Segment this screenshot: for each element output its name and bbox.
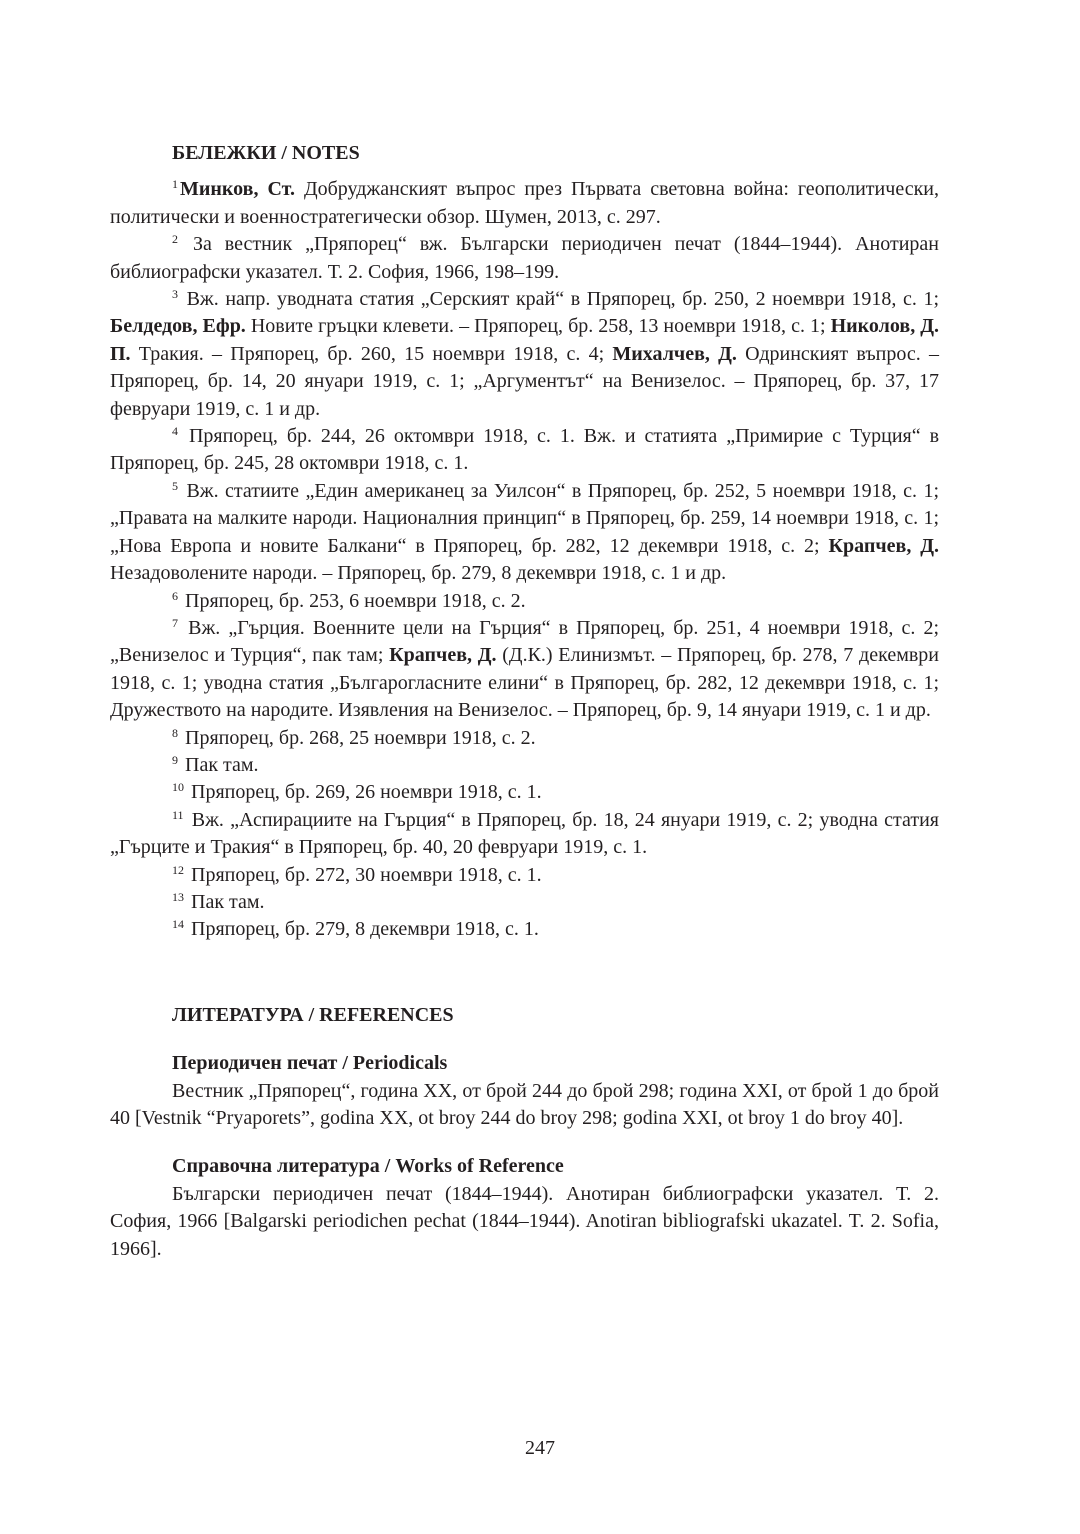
note-number: 8 <box>172 725 178 740</box>
note-number: 11 <box>172 807 184 822</box>
note-number: 4 <box>172 424 178 439</box>
page-number: 247 <box>525 1437 555 1459</box>
note-8: $^8$ Пряпорец, бр. 268, 25 ноември 1918, с. 2. <box>172 725 536 749</box>
note-4: $^4$ Пряпорец, бр. 244, 26 октомври 1918, с. 1. Вж. и статията „Примирие с Турция“ в Пряпорец, бр. 245, 28 октомври 1918, с. 1. <box>110 424 940 475</box>
notes-list <box>110 176 939 943</box>
note-number: 12 <box>172 862 184 877</box>
note-9: $^9$ Пак там. <box>172 752 259 776</box>
page-body <box>110 140 939 1263</box>
note-number: 13 <box>172 889 184 904</box>
note-7: $^7$ Вж. „Гърция. Военните цели на Гърция“ в Пряпорец, бр. 251, 4 ноември 1918, с. 2; „Венизелос и Турция“, пак там; Крапчев, Д. (Д.К.) Елинизмът. – Пряпорец, бр. 278, 7 декември 1918, с. 1; уводна статия „Българогласните елини“ в Пряпорец, бр. 282, 12 декември 1918, с. 1; Дружеството на народите. Изявления на Венизелос. – Пряпорец, бр. 9, 14 януари 1919, с. 1 и др. <box>110 615 940 722</box>
note-number: 3 <box>172 287 178 302</box>
periodicals-entry: Вестник „Пряпорец“, година ХХ, от брой 244 до брой 298; година ХХІ, от брой 1 до брой 40 [Vestnik “Pryaporets”, godina ХХ, ot broy 244 do broy 298; godina ХХІ, ot broy 1 do broy 40]. <box>110 1079 939 1129</box>
note-14: $^{14}$ Пряпорец, бр. 279, 8 декември 1918, с. 1. <box>172 917 539 941</box>
note-6: $^6$ Пряпорец, бр. 253, 6 ноември 1918, с. 2. <box>172 588 526 612</box>
note-3: $^3$ Вж. напр. уводната статия „Серският край“ в Пряпорец, бр. 250, 2 ноември 1918, с. 1; Белдедов, Ефр. Новите гръцки клевети. – Пряпорец, бр. 258, 13 ноември 1918, с. 1; Николов, Д. П. Тракия. – Пряпорец, бр. 260, 15 ноември 1918, с. 4; Михалчев, Д. Одринският въпрос. – Пряпорец, бр. 14, 20 януари 1919, с. 1; „Аргументът“ на Венизелос. – Пряпорец, бр. 37, 17 февруари 1919, с. 1 и др. <box>110 287 939 420</box>
note-number: 7 <box>172 615 178 630</box>
note-number: 5 <box>172 478 178 493</box>
note-number: 2 <box>172 232 178 247</box>
periodicals-heading: Периодичен печат / Periodicals <box>172 1052 448 1075</box>
note-number: 1 <box>172 177 178 192</box>
note-number: 14 <box>172 917 184 932</box>
note-1: $^1$ Минков, Ст. Добруджанският въпрос през Първата световна война: геополитически, политически и военностратегически обзор. Шумен, 2013, с. 297. <box>110 177 939 228</box>
references-heading: ЛИТЕРАТУРА / REFERENCES <box>172 1003 454 1026</box>
note-12: $^{12}$ Пряпорец, бр. 272, 30 ноември 1918, с. 1. <box>172 862 542 886</box>
note-10: $^{10}$ Пряпорец, бр. 269, 26 ноември 1918, с. 1. <box>172 780 542 804</box>
note-number: 6 <box>172 588 178 603</box>
note-13: $^{13}$ Пак там. <box>172 889 265 913</box>
reference-works-entry: Български периодичен печат (1844–1944). Анотиран библиографски указател. Т. 2. София, 1966 [Balgarski periodichen pechat (1844–1944). Anotiran bibliografski ukazatel. T. 2. Sofia, 1966]. <box>110 1182 939 1260</box>
note-2: $^2$ За вестник „Пряпорец“ вж. Български периодичен печат (1844–1944). Анотиран библиографски указател. Т. 2. София, 1966, 198–199. <box>110 232 940 283</box>
notes-heading: БЕЛЕЖКИ / NOTES <box>172 142 360 164</box>
note-11: $^{11}$ Вж. „Аспирациите на Гърция“ в Пряпорец, бр. 18, 24 януари 1919, с. 2; уводна статия „Гърците и Тракия“ в Пряпорец, бр. 40, 20 февруари 1919, с. 1. <box>110 807 939 859</box>
note-number: 9 <box>172 752 178 767</box>
reference-works-heading: Справочна литература / Works of Reference <box>172 1155 564 1178</box>
note-5: $^5$ Вж. статиите „Един американец за Уилсон“ в Пряпорец, бр. 252, 5 ноември 1918, с. 1; „Правата на малките народи. Националния принцип“ в Пряпорец, бр. 259, 14 ноември 1918, с. 1; „Нова Европа и новите Балкани“ в Пряпорец, бр. 282, 12 декември 1918, с. 2; Крапчев, Д. Незадоволените народи. – Пряпорец, бр. 279, 8 декември 1918, с. 1 и др. <box>110 478 939 585</box>
note-number: 10 <box>172 780 184 795</box>
